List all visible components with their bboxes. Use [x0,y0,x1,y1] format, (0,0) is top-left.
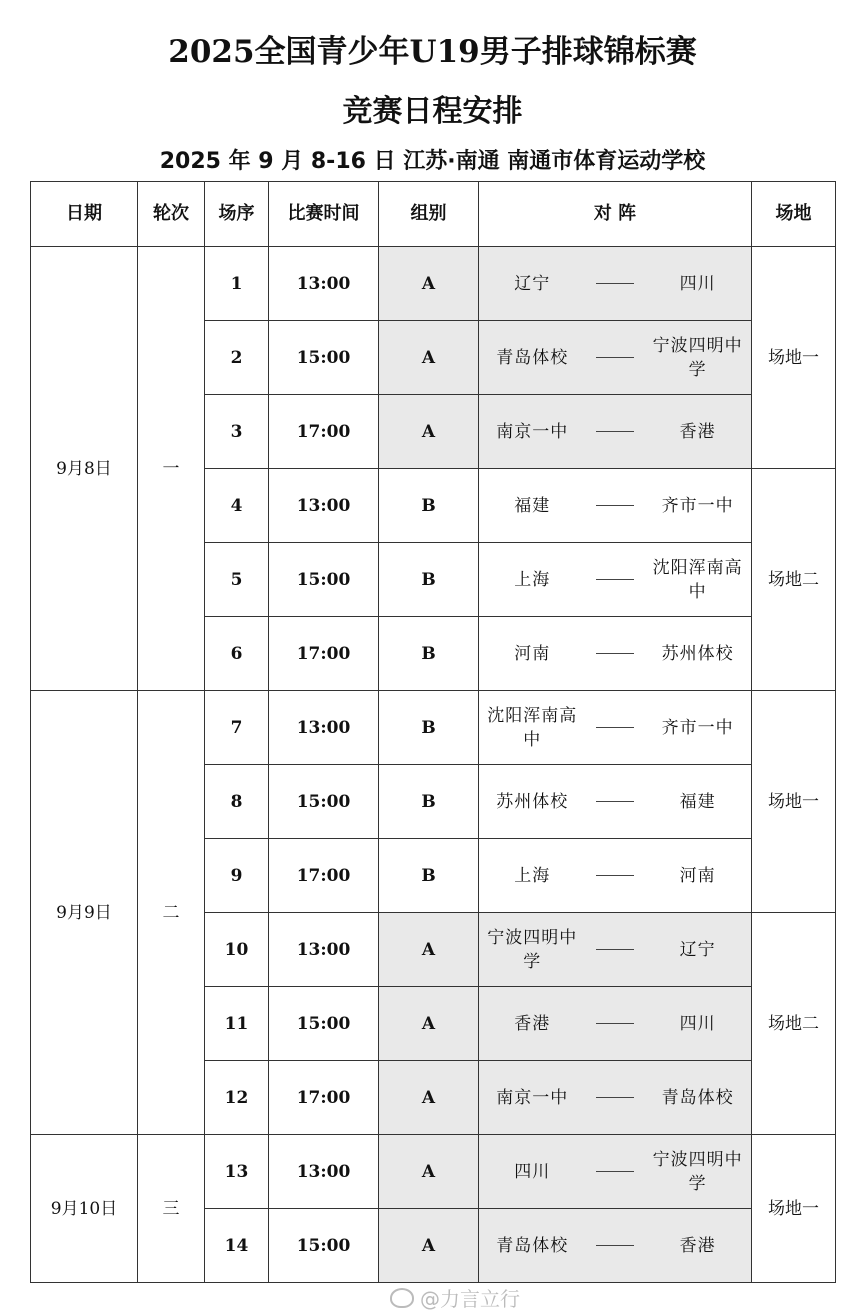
home-team: 香港 [514,1013,551,1034]
match-group: A [379,1061,479,1135]
match-pairing [479,1135,752,1209]
versus-dash [596,801,635,802]
away-team: 辽宁 [679,939,716,960]
match-group: A [379,913,479,987]
match-seq: 9 [205,839,269,913]
match-pairing [479,395,752,469]
day-round: 二 [138,691,205,1135]
schedule-table [30,181,836,1283]
home-team: 四川 [514,1161,551,1182]
header-round: 轮次 [138,182,205,247]
day-date: 9月10日 [31,1135,138,1283]
away-team: 沈阳浑南高中 [652,557,743,602]
away-team: 齐市一中 [661,495,734,516]
away-team: 苏州体校 [661,643,734,664]
away-team: 福建 [679,791,716,812]
match-seq: 1 [205,247,269,321]
match-pairing [479,913,752,987]
day-date: 9月9日 [31,691,138,1135]
match-time: 17:00 [269,395,379,469]
away-team: 香港 [679,1235,716,1256]
page-subtitle: 竞赛日程安排 [342,94,523,129]
home-team: 辽宁 [514,273,551,294]
home-team: 沈阳浑南高中 [487,705,578,750]
match-time: 17:00 [269,617,379,691]
match-seq: 12 [205,1061,269,1135]
match-pairing [479,987,752,1061]
match-seq: 2 [205,321,269,395]
match-pairing [479,247,752,321]
header-date: 日期 [31,182,138,247]
home-team: 上海 [514,569,551,590]
home-team: 青岛体校 [496,347,569,368]
versus-dash [596,283,635,284]
match-seq: 6 [205,617,269,691]
match-seq: 10 [205,913,269,987]
versus-dash [596,579,635,580]
match-group: B [379,691,479,765]
match-pairing [479,839,752,913]
versus-dash [596,875,635,876]
header-venue: 场地 [752,182,836,247]
match-group: A [379,1135,479,1209]
match-time: 15:00 [269,765,379,839]
versus-dash [596,1023,635,1024]
match-time: 13:00 [269,691,379,765]
venue: 场地二 [752,913,836,1135]
day-date: 9月8日 [31,247,138,691]
home-team: 福建 [514,495,551,516]
match-time: 17:00 [269,839,379,913]
away-team: 宁波四明中学 [652,1149,743,1194]
watermark-text: @力言立行 [420,1287,520,1311]
away-team: 四川 [679,1013,716,1034]
match-pairing [479,469,752,543]
header-seq: 场序 [205,182,269,247]
table-row [31,691,836,765]
match-seq: 14 [205,1209,269,1283]
match-pairing [479,543,752,617]
match-time: 13:00 [269,247,379,321]
match-group: B [379,839,479,913]
event-info: 2025 年 9 月 8-16 日 江苏·南通 南通市体育运动学校 [159,149,706,174]
venue: 场地一 [752,691,836,913]
page-title: 2025全国青少年U19男子排球锦标赛 [168,34,697,70]
venue: 场地二 [752,469,836,691]
match-pairing [479,617,752,691]
match-group: B [379,543,479,617]
match-group: B [379,617,479,691]
match-pairing [479,1061,752,1135]
away-team: 宁波四明中学 [652,335,743,380]
versus-dash [596,1171,635,1172]
versus-dash [596,653,635,654]
versus-dash [596,727,635,728]
match-time: 15:00 [269,543,379,617]
away-team: 青岛体校 [661,1087,734,1108]
match-seq: 5 [205,543,269,617]
match-seq: 13 [205,1135,269,1209]
match-time: 15:00 [269,987,379,1061]
away-team: 香港 [679,421,716,442]
match-pairing [479,321,752,395]
match-group: A [379,247,479,321]
watermark [390,1283,520,1312]
match-group: A [379,395,479,469]
table-row [31,1135,836,1209]
home-team: 河南 [514,643,551,664]
versus-dash [596,1245,635,1246]
match-group: B [379,469,479,543]
home-team: 南京一中 [496,421,569,442]
match-time: 13:00 [269,913,379,987]
match-seq: 8 [205,765,269,839]
versus-dash [596,949,635,950]
header-group: 组别 [379,182,479,247]
table-row [31,247,836,321]
match-time: 13:00 [269,1135,379,1209]
weibo-icon [390,1288,414,1308]
match-group: A [379,1209,479,1283]
header-match: 对 阵 [479,182,752,247]
home-team: 青岛体校 [496,1235,569,1256]
versus-dash [596,505,635,506]
versus-dash [596,357,635,358]
day-round: 三 [138,1135,205,1283]
match-seq: 11 [205,987,269,1061]
venue: 场地一 [752,1135,836,1283]
home-team: 南京一中 [496,1087,569,1108]
away-team: 四川 [679,273,716,294]
day-round: 一 [138,247,205,691]
match-time: 15:00 [269,321,379,395]
match-pairing [479,1209,752,1283]
venue: 场地一 [752,247,836,469]
versus-dash [596,1097,635,1098]
match-pairing [479,691,752,765]
match-time: 13:00 [269,469,379,543]
home-team: 苏州体校 [496,791,569,812]
header-row [31,182,836,247]
versus-dash [596,431,635,432]
match-time: 17:00 [269,1061,379,1135]
match-seq: 3 [205,395,269,469]
home-team: 上海 [514,865,551,886]
match-group: A [379,321,479,395]
match-time: 15:00 [269,1209,379,1283]
header-time: 比赛时间 [269,182,379,247]
match-group: B [379,765,479,839]
away-team: 齐市一中 [661,717,734,738]
match-pairing [479,765,752,839]
away-team: 河南 [679,865,716,886]
match-group: A [379,987,479,1061]
match-seq: 7 [205,691,269,765]
home-team: 宁波四明中学 [487,927,578,972]
match-seq: 4 [205,469,269,543]
